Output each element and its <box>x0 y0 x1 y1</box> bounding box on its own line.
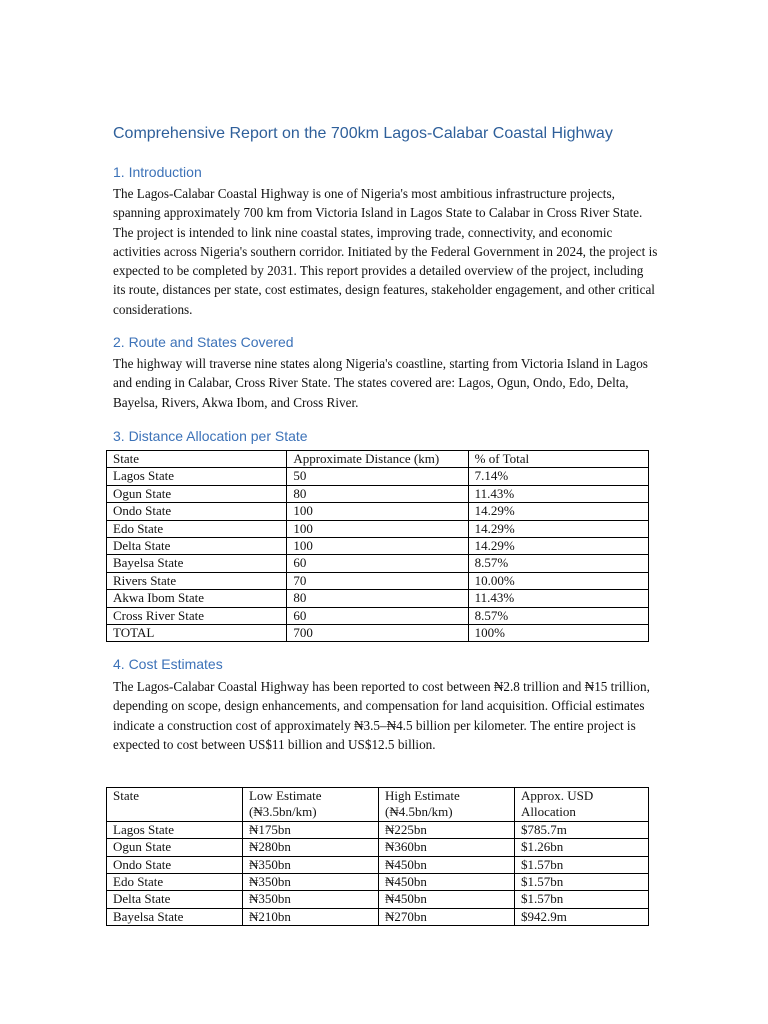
cell-percent: 14.29% <box>468 520 648 537</box>
cell-percent: 7.14% <box>468 468 648 485</box>
route-heading: 2. Route and States Covered <box>113 334 294 350</box>
cell-usd-allocation: $1.57bn <box>515 891 649 908</box>
cell-distance: 100 <box>287 520 468 537</box>
cell-low-estimate: ₦280bn <box>243 839 379 856</box>
cell-percent: 11.43% <box>468 485 648 502</box>
cell-state: Akwa Ibom State <box>107 590 287 607</box>
cell-state: Lagos State <box>107 821 243 838</box>
table-row <box>107 874 649 891</box>
cell-state: Lagos State <box>107 468 287 485</box>
cell-distance: 100 <box>287 538 468 555</box>
cell-distance: 100 <box>287 503 468 520</box>
cell-low-estimate: ₦350bn <box>243 874 379 891</box>
header-cell-percent: % of Total <box>468 451 648 468</box>
table-row <box>107 821 649 838</box>
cell-state: Ondo State <box>107 856 243 873</box>
cell-state: Delta State <box>107 538 287 555</box>
route-paragraph: The highway will traverse nine states along Nigeria's coastline, starting from Victoria Island in Lagos and ending in Calabar, Cross River State. The states covered are: Lagos, Ogun, Ondo, Edo, Delta, Bayelsa, Rivers, Akwa Ibom, and Cross River. <box>113 356 648 410</box>
cell-state: Edo State <box>107 520 287 537</box>
cell-state: Ondo State <box>107 503 287 520</box>
cell-percent: 14.29% <box>468 503 648 520</box>
cell-state: Edo State <box>107 874 243 891</box>
intro-heading: 1. Introduction <box>113 164 202 180</box>
table-row <box>107 503 649 520</box>
cell-high-estimate: ₦450bn <box>379 874 515 891</box>
cell-low-estimate: ₦350bn <box>243 856 379 873</box>
table-row <box>107 485 649 502</box>
cell-high-estimate: ₦270bn <box>379 908 515 925</box>
table-row <box>107 468 649 485</box>
cell-distance: 80 <box>287 485 468 502</box>
cell-usd-allocation: $785.7m <box>515 821 649 838</box>
cost-paragraph: The Lagos-Calabar Coastal Highway has been reported to cost between ₦2.8 trillion and ₦15 trillion, depending on scope, design enhancements, and compensation for land acquisition. Official estimates indicate a construction cost of approximately ₦3.5–₦4.5 billion per kilometer. The entire project is expected to cost between US$11 billion and US$12.5 billion. <box>113 679 650 752</box>
cell-distance: 700 <box>287 625 468 642</box>
table-row <box>107 590 649 607</box>
header-cell-state: State <box>107 451 287 468</box>
table-row <box>107 538 649 555</box>
header-cell-high-estimate: High Estimate (₦4.5bn/km) <box>379 788 515 822</box>
table-header-row <box>107 451 649 468</box>
cell-state: Bayelsa State <box>107 908 243 925</box>
header-cell-distance: Approximate Distance (km) <box>287 451 468 468</box>
header-cell-low-estimate: Low Estimate (₦3.5bn/km) <box>243 788 379 822</box>
table-row <box>107 607 649 624</box>
cell-distance: 70 <box>287 572 468 589</box>
cost-heading: 4. Cost Estimates <box>113 656 223 672</box>
cell-distance: 80 <box>287 590 468 607</box>
cell-percent: 8.57% <box>468 607 648 624</box>
intro-paragraph: The Lagos-Calabar Coastal Highway is one of Nigeria's most ambitious infrastructure projects, spanning approximately 700 km from Victoria Island in Lagos State to Calabar in Cross River State. The project is intended to link nine coastal states, improving trade, connectivity, and economic activities across Nigeria's southern corridor. Initiated by the Federal Government in 2024, the project is expected to be completed by 2031. This report provides a detailed overview of the project, including its route, distances per state, cost estimates, design features, stakeholder engagement, and other critical considerations. <box>113 186 658 317</box>
table-row <box>107 908 649 925</box>
cell-percent: 100% <box>468 625 648 642</box>
cell-high-estimate: ₦450bn <box>379 856 515 873</box>
cell-state: Rivers State <box>107 572 287 589</box>
table-row <box>107 625 649 642</box>
header-cell-state: State <box>107 788 243 822</box>
distance-heading: 3. Distance Allocation per State <box>113 428 308 444</box>
header-cell-usd-allocation: Approx. USD Allocation <box>515 788 649 822</box>
cell-percent: 11.43% <box>468 590 648 607</box>
cell-state: Ogun State <box>107 839 243 856</box>
distance-table <box>106 450 649 642</box>
cell-usd-allocation: $1.26bn <box>515 839 649 856</box>
cell-distance: 50 <box>287 468 468 485</box>
cell-high-estimate: ₦225bn <box>379 821 515 838</box>
cell-distance: 60 <box>287 607 468 624</box>
table-header-row <box>107 788 649 822</box>
cell-distance: 60 <box>287 555 468 572</box>
cell-state: Ogun State <box>107 485 287 502</box>
table-row <box>107 555 649 572</box>
table-row <box>107 891 649 908</box>
cell-low-estimate: ₦175bn <box>243 821 379 838</box>
cell-low-estimate: ₦350bn <box>243 891 379 908</box>
table-row <box>107 572 649 589</box>
cell-percent: 14.29% <box>468 538 648 555</box>
cost-table <box>106 787 649 926</box>
cell-high-estimate: ₦450bn <box>379 891 515 908</box>
cell-percent: 10.00% <box>468 572 648 589</box>
table-row <box>107 856 649 873</box>
cell-state: Bayelsa State <box>107 555 287 572</box>
table-row <box>107 839 649 856</box>
cell-usd-allocation: $1.57bn <box>515 856 649 873</box>
report-title: Comprehensive Report on the 700km Lagos-Calabar Coastal Highway <box>113 125 613 142</box>
cell-state: Delta State <box>107 891 243 908</box>
cell-usd-allocation: $1.57bn <box>515 874 649 891</box>
cell-low-estimate: ₦210bn <box>243 908 379 925</box>
cell-usd-allocation: $942.9m <box>515 908 649 925</box>
cell-percent: 8.57% <box>468 555 648 572</box>
cell-state: TOTAL <box>107 625 287 642</box>
table-row <box>107 520 649 537</box>
cell-state: Cross River State <box>107 607 287 624</box>
cell-high-estimate: ₦360bn <box>379 839 515 856</box>
